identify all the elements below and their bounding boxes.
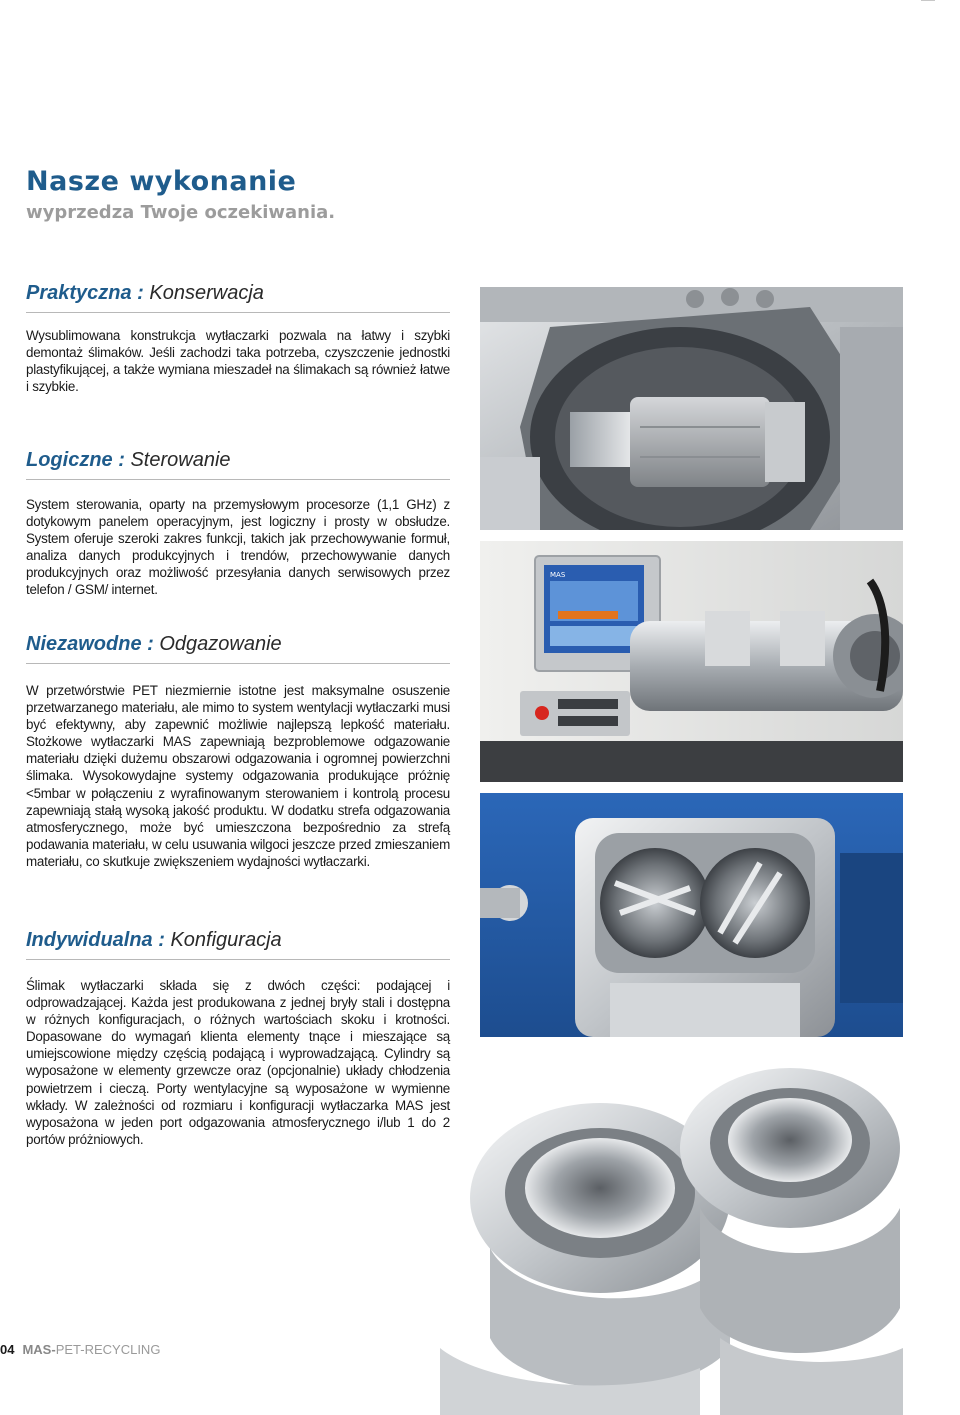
section-body-konserwacja: Wysublimowana konstrukcja wytłaczarki pozwala na łatwy i szybki demontaż ślimaków. Jeśli zachodzi taka potrzeba, czyszczenie jednostki plastyfikującej, a także wymiana mieszadeł na ślimakach są również łatwe i szybkie. [26,328,450,395]
section-body-sterowanie: System sterowania, oparty na przemysłowym procesorze (1,1 GHz) z dotykowym panelem operacyjnym, jest logiczny i prosty w obsłudze. System oferuje szeroki zakres funkcji, takich jak przechowywanie formuł, analiza danych produkcyjnych i trendów, przechowywanie danych produkcyjnych oraz możliwość przesyłania danych serwisowych przez telefon / GSM/ internet. [26,497,450,598]
section-body-konfiguracja: Ślimak wytłaczarki składa się z dwóch części: podającej i odprowadzającej. Każda jest produkowana z jednej bryły stali i dostępna w różnych konfiguracjach, o różnych wartościach skoku i krotności. Dopasowane do wymagań klienta elementy tnące i mieszające są umiejscowione między częścią podającą i wyprowadzającą. Cylindry są wyposażone w elementy grzewcze oraz (opcjonalnie) układy chłodzenia powietrzem i cieczą. Porty wentylacyjne są wyposażone w wymienne wkłady. W zależności od rozmiaru i konfiguracji wytłaczarka MAS jest wyposażona w jeden port odgazowania atmosferycznego i/lub 1 do 2 portów próżniowych. [26,978,450,1147]
section-title: Odgazowanie [159,633,282,655]
panel-logo: MAS [550,571,566,579]
photo-control-panel [480,541,903,782]
section-heading-konfiguracja [26,929,450,960]
section-title: Konfiguracja [170,929,282,951]
page-number: 04 [0,1342,15,1357]
section-title: Konserwacja [149,282,264,304]
footer-product: PET-RECYCLING [55,1342,161,1357]
section-heading-sterowanie [26,449,450,480]
section-heading-konserwacja [26,282,450,313]
page-title: Nasze wykonanie [26,166,297,197]
photo-extruder-barrel [480,287,903,530]
section-keyword: Niezawodne : [26,633,154,655]
section-body-odgazowanie: W przetwórstwie PET niezmiernie istotne jest maksymalne osuszenie przetwarzanego materiału, ale mimo to system wentylacji wytłaczarki musi być efektywny, aby zapewnić możliwie najlepszą lepkość materiału. Stożkowe wytłaczarki MAS zapewniają bezproblemowe odgazowanie materiału dzięki dużemu obszarowi odgazowania i ogromnej powierzchni ślimaka. Wysokowydajne systemy odgazowania produkujące próżnię <5mbar w połączeniu z wyrafinowanym sterowaniem i kontrolą procesu zapewniają stałą wysoką jakość produktu. W dodatku strefa odgazowania atmosferycznego, może być umieszczona bezpośrednio za strefą podawania materiału, w celu usuwania wilgoci jeszcze przed zmieszaniem materiału, co skutkuje zwiększeniem wydajności wytłaczarki. [26,683,450,869]
section-title: Sterowanie [130,449,231,471]
corner-crop-mark [921,0,935,1]
section-keyword: Indywidualna : [26,929,165,951]
photo-screw-elements [400,1048,903,1415]
footer-brand: MAS- [22,1342,56,1357]
page-footer [0,1342,160,1357]
section-heading-odgazowanie [26,633,450,664]
page-subtitle: wyprzedza Twoje oczekiwania. [26,202,336,223]
photo-degassing-port [480,793,903,1037]
section-keyword: Logiczne : [26,449,125,471]
section-keyword: Praktyczna : [26,282,144,304]
